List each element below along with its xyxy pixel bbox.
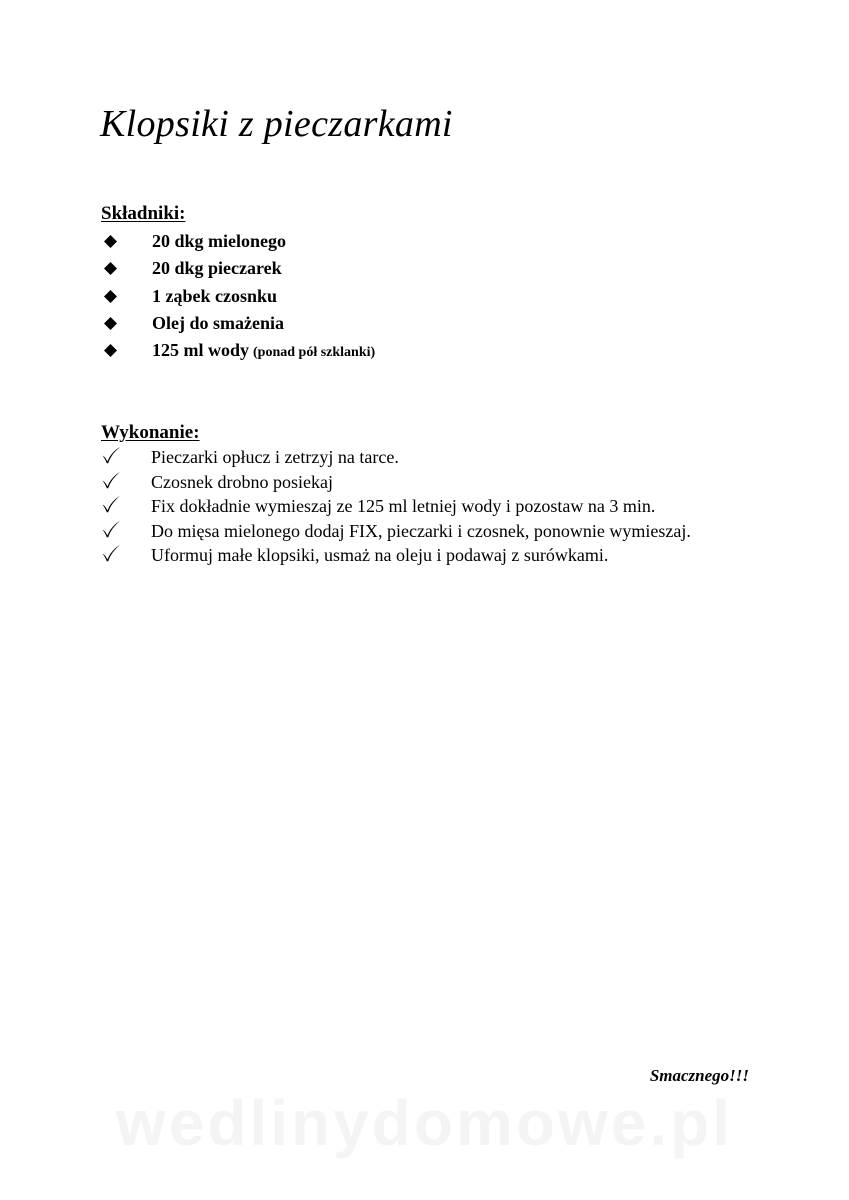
step-text: Czosnek drobno posiekaj	[151, 471, 333, 492]
step-text: Pieczarki opłucz i zetrzyj na tarce.	[151, 447, 399, 467]
watermark: wedlinydomowe.pl	[116, 1087, 733, 1159]
closing-text: Smacznego!!!	[649, 1066, 749, 1085]
step-item	[101, 519, 761, 544]
ingredients-heading: Składniki:	[101, 203, 186, 224]
step-item	[101, 494, 761, 519]
ingredient-text: 1 ząbek czosnku	[152, 285, 278, 306]
step-item	[101, 445, 761, 470]
ingredient-item	[101, 339, 801, 366]
ingredient-note: (ponad pół szklanki)	[253, 345, 376, 361]
diamond-icon	[104, 317, 117, 330]
ingredient-text: Olej do smażenia	[152, 312, 284, 333]
ingredient-item	[101, 257, 801, 284]
ingredient-item	[101, 285, 801, 312]
checkmark-icon	[101, 446, 121, 464]
step-text: Fix dokładnie wymieszaj ze 125 ml letniej wody i pozostaw na 3 min.	[151, 496, 656, 516]
step-item	[101, 543, 761, 568]
checkmark-icon	[101, 495, 121, 513]
step-item	[101, 470, 761, 495]
steps-list	[101, 445, 761, 568]
steps-heading: Wykonanie:	[101, 422, 200, 443]
step-text: Do mięsa mielonego dodaj FIX, pieczarki i czosnek, ponownie wymieszaj.	[151, 520, 691, 541]
ingredient-text: 20 dkg pieczarek	[152, 258, 282, 279]
diamond-icon	[104, 290, 117, 303]
ingredients-list	[101, 230, 801, 366]
checkmark-icon	[101, 544, 121, 562]
step-text: Uformuj małe klopsiki, usmaż na oleju i podawaj z surówkami.	[151, 545, 609, 565]
ingredient-item	[101, 312, 801, 339]
diamond-icon	[104, 235, 117, 248]
diamond-icon	[104, 344, 117, 357]
ingredient-item	[101, 230, 801, 257]
diamond-icon	[104, 262, 117, 275]
ingredient-text: 20 dkg mielonego	[152, 231, 287, 251]
checkmark-icon	[101, 471, 121, 489]
recipe-title: Klopsiki z pieczarkami	[100, 103, 453, 145]
ingredient-text: 125 ml wody	[152, 340, 250, 361]
checkmark-icon	[101, 520, 121, 538]
